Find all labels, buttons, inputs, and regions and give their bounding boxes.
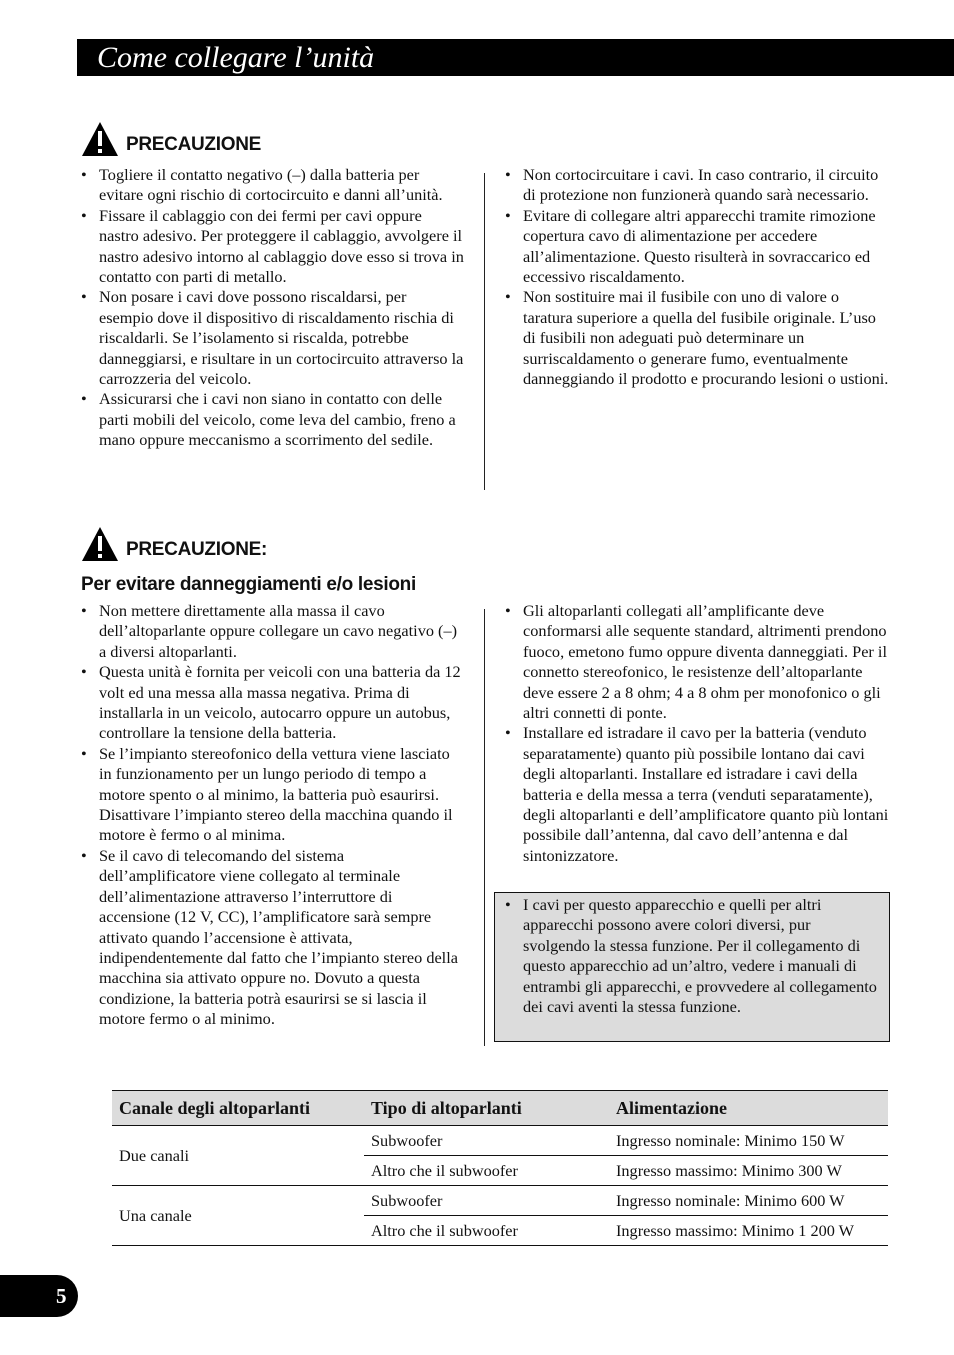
column-divider: [484, 609, 485, 1046]
speaker-type-cell: Altro che il subwoofer: [364, 1156, 609, 1186]
caution-subtitle: Per evitare danneggiamenti e/o lesioni: [81, 574, 416, 595]
bullet-item: • Se il cavo di telecomando del sistema dell’amplificatore viene collegato al terminale dell’alimentazione attraverso l’interruttore di accensione (12 V, CC), l’amplificatore sarà sempre attivato quando l’accensione è attivata, indipendentemente dal fatto che l’impianto stereo della macchina sia attivato oppure no. Dovuto a questa condizione, la batteria potrà esaurirsi se si lascia il motore fermo o al minimo.: [81, 846, 464, 1030]
bullet-item: • Togliere il contatto negativo (–) dalla batteria per evitare ogni rischio di cortocircuito e danni all’unità.: [81, 165, 464, 206]
power-cell: Ingresso massimo: Minimo 1 200 W: [609, 1216, 888, 1246]
speaker-type-cell: Subwoofer: [364, 1186, 609, 1216]
speaker-type-cell: Altro che il subwoofer: [364, 1216, 609, 1246]
table-header-row: [112, 1091, 888, 1126]
speaker-power-table: [112, 1090, 888, 1246]
table-row: [112, 1126, 888, 1156]
power-cell: Ingresso nominale: Minimo 600 W: [609, 1186, 888, 1216]
power-cell: Ingresso massimo: Minimo 300 W: [609, 1156, 888, 1186]
bullet-item: • Gli altoparlanti collegati all’amplificante deve conformarsi alle sequente standard, altrimenti prendono fuoco, emetono fumo oppure diventa danneggiati. Per il connetto stereofonico, le resistenze dell’altoparlante deve essere 2 a 8 ohm; 4 a 8 ohm per monofonico o gli altri connetti di ponte.: [505, 601, 889, 723]
bullet-item: • Non posare i cavi dove possono riscaldarsi, per esempio dove il dispositivo di riscaldamento rischia di riscaldarli. Se l’isolamento si riscalda, potrebbe danneggiarsi, e risultare in un cortocircuito attraverso la carrozzeria del veicolo.: [81, 287, 464, 389]
speaker-type-cell: Subwoofer: [364, 1126, 609, 1156]
caution-2-left-column: [81, 601, 464, 1030]
page-title: Come collegare l’unità: [97, 41, 375, 74]
power-cell: Ingresso nominale: Minimo 150 W: [609, 1126, 888, 1156]
caution-heading-2: [81, 526, 267, 562]
caution-heading-1: [81, 121, 261, 157]
table-row: [112, 1186, 888, 1216]
caution-2-right-column: [505, 601, 889, 866]
page-number: 5: [56, 1284, 67, 1308]
column-header: Canale degli altoparlanti: [112, 1091, 364, 1126]
bullet-item: • Non mettere direttamente alla massa il cavo dell’altoparlante oppure collegare un cavo negativo (–) a diversi altoparlanti.: [81, 601, 464, 662]
column-header: Alimentazione: [609, 1091, 888, 1126]
page-header-bar: [77, 39, 954, 76]
bullet-item: • Evitare di collegare altri apparecchi tramite rimozione copertura cavo di alimentazione per accedere all’alimentazione. Questo risulterà in sovraccarico ed eccessivo riscaldamento.: [505, 206, 889, 288]
caution-1-right-column: [505, 165, 889, 389]
caution-1-left-column: [81, 165, 464, 451]
caution-title-1: PRECAUZIONE: [126, 134, 261, 155]
channel-cell: Due canali: [112, 1126, 364, 1186]
column-divider: [484, 173, 485, 490]
caution-title-2: PRECAUZIONE:: [126, 539, 268, 560]
note-box: [494, 892, 890, 1042]
note-item: • I cavi per questo apparecchio e quelli per altri apparecchi possono avere colori diversi, pur svolgendo la stessa funzione. Per il collegamento di questo apparecchio ad un’altro, vedere i manuali di entrambi gli apparecchi, e provvedere al collegamento dei cavi aventi la stessa funzione.: [505, 895, 879, 1017]
bullet-item: • Questa unità è fornita per veicoli con una batteria da 12 volt ed una messa alla massa negativa. Prima di installarla in un veicolo, autocarro oppure un autobus, controllare la tensione della batteria.: [81, 662, 464, 744]
bullet-item: • Fissare il cablaggio con dei fermi per cavi oppure nastro adesivo. Per proteggere il cablaggio, avvolgere il nastro adesivo intorno al cablaggio dove esso si trova in contatto con parti di metallo.: [81, 206, 464, 288]
bullet-item: • Non cortocircuitare i cavi. In caso contrario, il circuito di protezione non funzionerà quando sarà necessario.: [505, 165, 889, 206]
warning-triangle-icon: [81, 526, 119, 562]
bullet-item: • Non sostituire mai il fusibile con uno di valore o taratura superiore a quella del fusibile originale. L’uso di fusibili non adeguati può determinare un surriscaldamento o generare fumo, eventualmente danneggiando il prodotto e procurando lesioni o ustioni.: [505, 287, 889, 389]
bullet-item: • Se l’impianto stereofonico della vettura viene lasciato in funzionamento per un lungo periodo di tempo a motore spento o al minimo, la batteria può esaurirsi. Disattivare l’impianto stereo della macchina quando il motore è fermo o al minima.: [81, 744, 464, 846]
bullet-item: • Installare ed istradare il cavo per la batteria (venduto separatamente) quanto più possibile lontano dai cavi degli altoparlanti. Installare ed istradare i cavi della batteria e della messa a terra (venduti separatamente), degli altoparlanti e dell’amplificatore quanto più lontani possibile dall’antenna, dal cavo dell’antenna e dal sintonizzatore.: [505, 723, 889, 866]
page-number-tab: [0, 1275, 78, 1317]
bullet-item: • Assicurarsi che i cavi non siano in contatto con delle parti mobili del veicolo, come leva del cambio, freno a mano oppure meccanismo a scorrimento del sedile.: [81, 389, 464, 450]
warning-triangle-icon: [81, 121, 119, 157]
column-header: Tipo di altoparlanti: [364, 1091, 609, 1126]
channel-cell: Una canale: [112, 1186, 364, 1246]
